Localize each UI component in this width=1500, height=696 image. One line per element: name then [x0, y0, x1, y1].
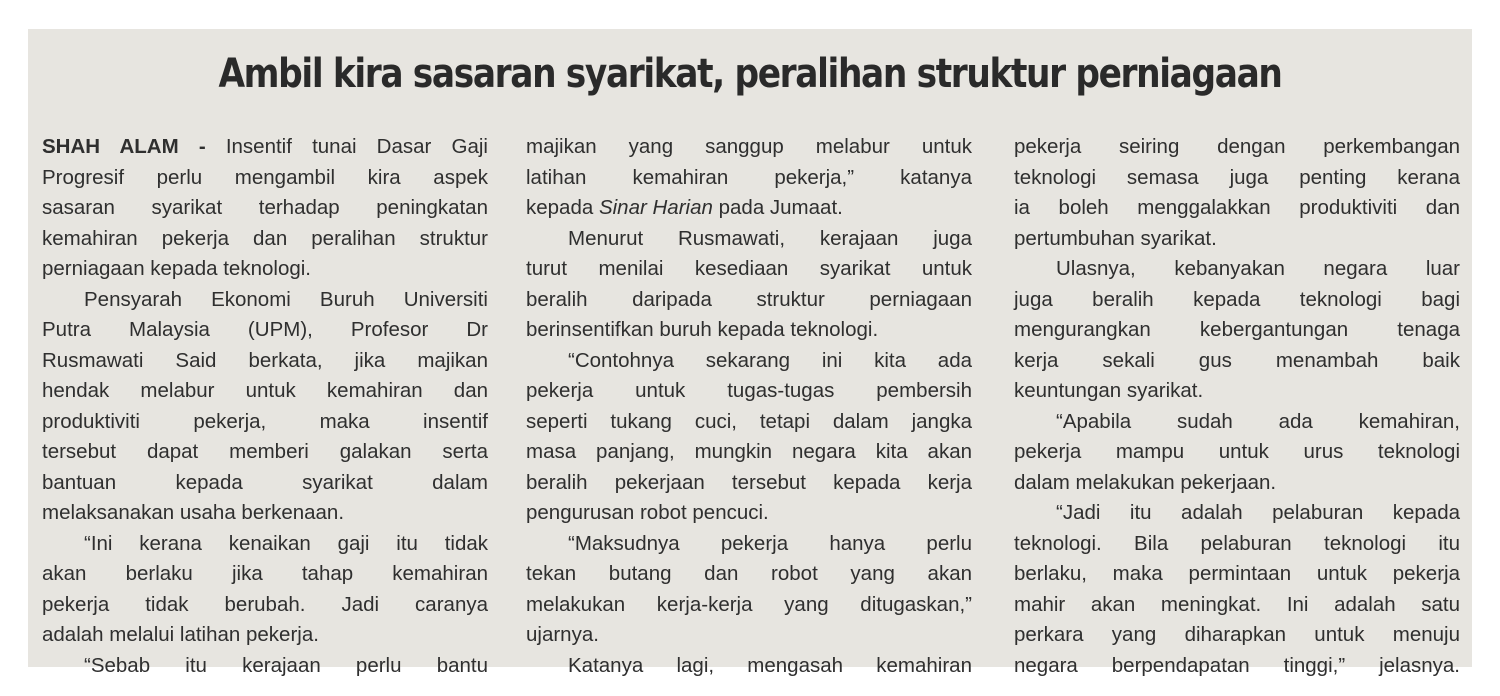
- article-line-text: dalam melakukan pekerjaan.: [1014, 470, 1277, 494]
- article-line-text: Progresif perlu mengambil kira aspek: [42, 165, 488, 189]
- article-line-text: hendak melabur untuk kemahiran dan: [42, 379, 488, 402]
- article-column-3: [1014, 132, 1460, 681]
- article-line: [1014, 498, 1460, 529]
- publication-name: Sinar Harian: [598, 196, 713, 219]
- article-line-text: pertumbuhan syarikat.: [1014, 226, 1217, 250]
- article-line: [526, 437, 972, 468]
- article-headline: Ambil kira sasaran syarikat, peralihan struktur perniagaan: [218, 51, 1282, 97]
- article-line-text: teknologi. Bila pelaburan teknologi itu: [1014, 531, 1460, 555]
- article-line-text: mahir akan meningkat. Ini adalah satu: [1014, 592, 1460, 616]
- article-line-text: Menurut Rusmawati, kerajaan juga: [568, 226, 972, 250]
- article-line: [526, 468, 972, 499]
- article-line: [42, 376, 488, 407]
- article-column-1: [42, 132, 488, 681]
- article-line-text: Insentif tunai Dasar Gaji: [225, 135, 488, 158]
- article-line: [526, 254, 972, 285]
- article-line-text: pekerja untuk tugas-tugas pembersih: [526, 379, 972, 402]
- article-line-text: Katanya lagi, mengasah kemahiran: [568, 653, 972, 677]
- article-line: [526, 376, 972, 407]
- article-line-text: “Ini kerana kenaikan gaji itu tidak: [84, 531, 488, 555]
- article-line: [1014, 193, 1460, 224]
- article-line: [42, 407, 488, 438]
- article-line-text: beralih daripada struktur perniagaan: [526, 287, 972, 311]
- article-line: [1014, 590, 1460, 621]
- article-line-text: berlaku, maka permintaan untuk pekerja: [1014, 562, 1460, 585]
- article-line: [526, 559, 972, 590]
- article-line: [42, 498, 488, 529]
- article-line-text: “Apabila sudah ada kemahiran,: [1056, 409, 1460, 433]
- article-line-text: “Contohnya sekarang ini kita ada: [568, 348, 972, 372]
- article-line: [526, 346, 972, 377]
- article-line-text: tekan butang dan robot yang akan: [526, 562, 972, 585]
- article-line: [526, 407, 972, 438]
- article-line: [1014, 376, 1460, 407]
- article-line: [526, 620, 972, 651]
- article-line-text: produktiviti pekerja, maka insentif: [42, 409, 488, 433]
- article-line: [1014, 407, 1460, 438]
- article-line-text: pekerja tidak berubah. Jadi caranya: [42, 592, 488, 616]
- article-line-text: pekerja mampu untuk urus teknologi: [1014, 440, 1460, 463]
- article-line: [1014, 468, 1460, 499]
- article-line: [42, 163, 488, 194]
- article-line: [42, 285, 488, 316]
- article-line-text: berinsentifkan buruh kepada teknologi.: [526, 318, 879, 341]
- article-line-text: akan berlaku jika tahap kemahiran: [42, 562, 488, 585]
- article-line-text: bantuan kepada syarikat dalam: [42, 470, 488, 494]
- article-line-text: Putra Malaysia (UPM), Profesor Dr: [42, 318, 488, 341]
- article-line: [42, 590, 488, 621]
- article-line-text: turut menilai kesediaan syarikat untuk: [526, 257, 972, 280]
- article-line-text: tersebut dapat memberi galakan serta: [42, 440, 488, 463]
- article-line: [1014, 437, 1460, 468]
- article-line-text: seperti tukang cuci, tetapi dalam jangka: [526, 409, 972, 433]
- article-line: [42, 315, 488, 346]
- article-line: kepada Sinar Harian pada Jumaat.: [526, 196, 843, 219]
- article-line: [42, 193, 488, 224]
- article-line-text: pekerja seiring dengan perkembangan: [1014, 135, 1460, 158]
- article-line-text: juga beralih kepada teknologi bagi: [1014, 287, 1460, 311]
- article-line-text: perniagaan kepada teknologi.: [42, 257, 311, 280]
- article-line-text: adalah melalui latihan pekerja.: [42, 623, 319, 646]
- article-line: [526, 529, 972, 560]
- article-line-text: majikan yang sanggup melabur untuk: [526, 135, 972, 158]
- article-line: [526, 315, 972, 346]
- article-line-text: pengurusan robot pencuci.: [526, 501, 769, 524]
- article-line-text: melakukan kerja-kerja yang ditugaskan,”: [526, 592, 972, 616]
- article-line: [42, 529, 488, 560]
- article-line: [42, 224, 488, 255]
- article-line-text: “Sebab itu kerajaan perlu bantu: [84, 653, 488, 677]
- article-line: [526, 163, 972, 194]
- article-line: [42, 437, 488, 468]
- article-line: [1014, 315, 1460, 346]
- article-line: [1014, 163, 1460, 194]
- article-line: [526, 132, 972, 163]
- article-line-text: melaksanakan usaha berkenaan.: [42, 501, 345, 524]
- article-line-text: ia boleh menggalakkan produktiviti dan: [1014, 196, 1460, 219]
- article-line-text: “Maksudnya pekerja hanya perlu: [568, 531, 972, 555]
- article-line: [1014, 254, 1460, 285]
- article-column-2: [526, 132, 972, 681]
- article-line: [1014, 285, 1460, 316]
- article-line: [42, 651, 488, 682]
- article-line: [1014, 132, 1460, 163]
- article-line: [42, 559, 488, 590]
- article-line-text: teknologi semasa juga penting kerana: [1014, 165, 1460, 189]
- article-line: [1014, 651, 1460, 682]
- article-line-text: Rusmawati Said berkata, jika majikan: [42, 348, 488, 372]
- article-line-text: mengurangkan kebergantungan tenaga: [1014, 318, 1460, 341]
- article-dateline: SHAH ALAM -: [42, 135, 206, 158]
- article-line-text: kemahiran pekerja dan peralihan struktur: [42, 226, 488, 250]
- article-line-text: beralih pekerjaan tersebut kepada kerja: [526, 470, 972, 494]
- article-line: [1014, 529, 1460, 560]
- article-line: [526, 590, 972, 621]
- article-line-text: Pensyarah Ekonomi Buruh Universiti: [84, 287, 488, 311]
- article-line-text: keuntungan syarikat.: [1014, 379, 1204, 402]
- article-line: [1014, 620, 1460, 651]
- article-line-text: negara berpendapatan tinggi,” jelasnya.: [1014, 653, 1460, 677]
- article-line: [526, 285, 972, 316]
- article-line: [1014, 346, 1460, 377]
- article-line-text: ujarnya.: [526, 623, 599, 646]
- article-line-text: sasaran syarikat terhadap peningkatan: [42, 196, 488, 219]
- article-line: [1014, 224, 1460, 255]
- article-line: [42, 346, 488, 377]
- article-line: [42, 254, 488, 285]
- article-line-text: “Jadi itu adalah pelaburan kepada: [1056, 501, 1460, 524]
- article-line: [526, 224, 972, 255]
- article-line-text: latihan kemahiran pekerja,” katanya: [526, 165, 972, 189]
- article-line: [526, 498, 972, 529]
- article-line-text: Ulasnya, kebanyakan negara luar: [1056, 257, 1460, 280]
- newspaper-clipping: [28, 29, 1472, 677]
- article-line: [526, 651, 972, 682]
- article-line: [1014, 559, 1460, 590]
- article-line-text: kerja sekali gus menambah baik: [1014, 348, 1460, 372]
- article-line: [42, 132, 488, 163]
- article-line-text: masa panjang, mungkin negara kita akan: [526, 440, 972, 463]
- article-line-text: perkara yang diharapkan untuk menuju: [1014, 623, 1460, 646]
- article-line: [42, 468, 488, 499]
- article-line: [42, 620, 488, 651]
- article-line-text: pada Jumaat.: [718, 196, 843, 219]
